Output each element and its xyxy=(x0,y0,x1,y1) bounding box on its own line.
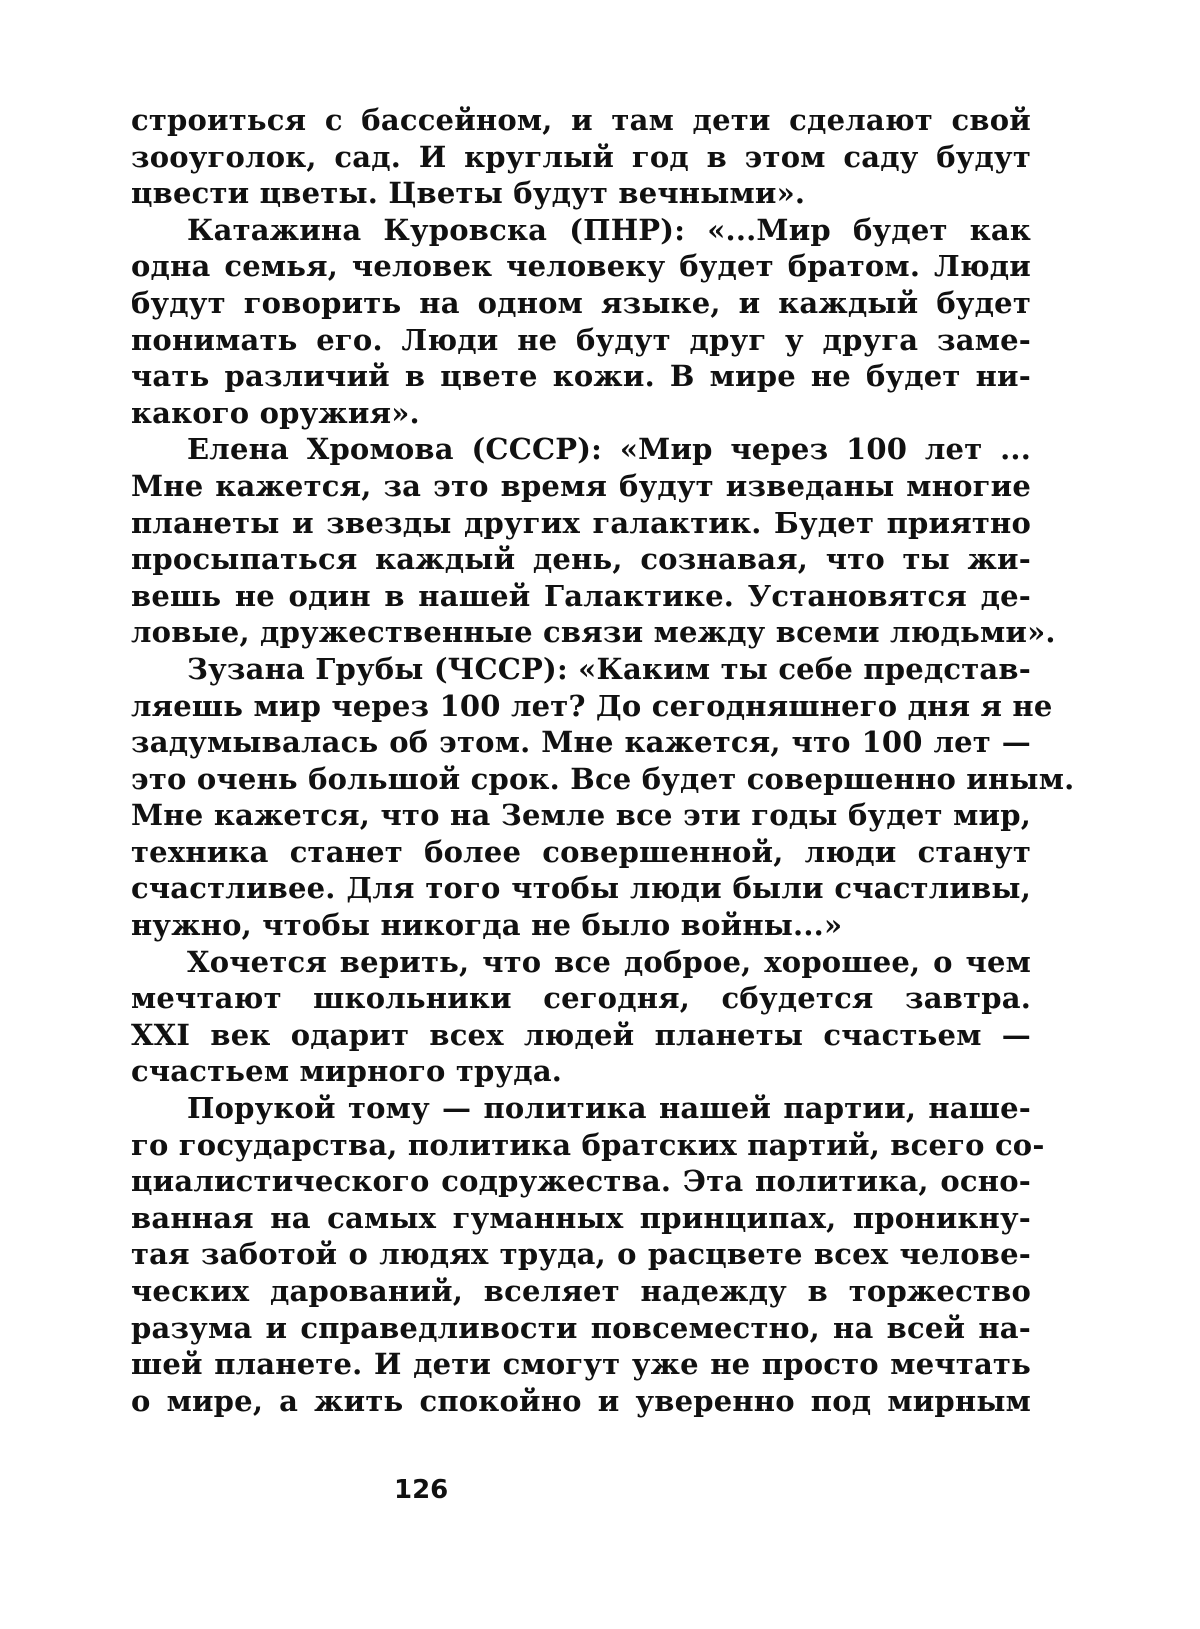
text-line: техника станет более совершенной, люди станут xyxy=(131,834,1031,869)
text-line: одна семья, человек человеку будет братом. Люди xyxy=(131,249,1031,284)
text-line: Мне кажется, что на Земле все эти годы будет мир, xyxy=(131,798,1031,833)
text-line: шей планете. И дети смогут уже не просто мечтать xyxy=(131,1347,1031,1382)
text-line: ляешь мир через 100 лет? До сегодняшнего дня я не xyxy=(131,688,1053,723)
text-line: просыпаться каждый день, сознавая, что ты жи- xyxy=(131,542,1031,577)
text-line: Порукой тому — политика нашей партии, наше- xyxy=(187,1091,1031,1126)
text-line: нужно, чтобы никогда не было войны...» xyxy=(131,908,843,943)
text-line: о мире, а жить спокойно и уверенно под мирным xyxy=(131,1383,1031,1418)
text-line: Мне кажется, за это время будут изведаны многие xyxy=(131,468,1031,503)
text-line: Хочется верить, что все доброе, хорошее, о чем xyxy=(187,944,1031,979)
text-line: счастьем мирного труда. xyxy=(131,1054,563,1089)
text-line: будут говорить на одном языке, и каждый будет xyxy=(131,285,1031,320)
text-line: разума и справедливости повсеместно, на всей на- xyxy=(131,1310,1031,1345)
text-line: ловые, дружественные связи между всеми людьми». xyxy=(131,615,1056,650)
text-line: какого оружия». xyxy=(131,395,420,430)
text-line: цвести цветы. Цветы будут вечными». xyxy=(131,176,806,211)
text-line: зооуголок, сад. И круглый год в этом саду будут xyxy=(131,139,1031,174)
text-line: го государства, политика братских партий, всего со- xyxy=(131,1127,1045,1162)
body-text xyxy=(131,102,1075,1419)
text-line: XXI век одарит всех людей планеты счастьем — xyxy=(131,1017,1031,1052)
text-line: планеты и звезды других галактик. Будет приятно xyxy=(131,505,1031,540)
text-line: задумывалась об этом. Мне кажется, что 100 лет — xyxy=(131,725,1031,760)
text-line: вешь не один в нашей Галактике. Установятся де- xyxy=(131,578,1031,613)
text-line: циалистического содружества. Эта политика, осно- xyxy=(131,1164,1031,1199)
text-line: Катажина Куровска (ПНР): «...Мир будет как xyxy=(187,212,1031,247)
text-line: чать различий в цвете кожи. В мире не будет ни- xyxy=(131,359,1031,394)
text-line: ческих дарований, вселяет надежду в торжество xyxy=(131,1274,1031,1308)
page-number: 126 xyxy=(394,1475,449,1505)
text-line: строиться с бассейном, и там дети сделают свой xyxy=(131,103,1031,137)
text-line: ванная на самых гуманных принципах, проникну- xyxy=(131,1200,1031,1235)
text-line: понимать его. Люди не будут друг у друга заме- xyxy=(131,322,1031,357)
text-line: это очень большой срок. Все будет совершенно иным. xyxy=(131,761,1075,796)
text-line: Зузана Грубы (ЧССР): «Каким ты себе представ- xyxy=(187,651,1032,686)
text-line: Елена Хромова (СССР): «Мир через 100 лет ... xyxy=(187,432,1031,467)
text-line: тая заботой о людях труда, о расцвете всех челове- xyxy=(131,1237,1031,1272)
text-line: мечтают школьники сегодня, сбудется завтра. xyxy=(131,981,1031,1016)
text-line: счастливее. Для того чтобы люди были счастливы, xyxy=(131,871,1031,906)
